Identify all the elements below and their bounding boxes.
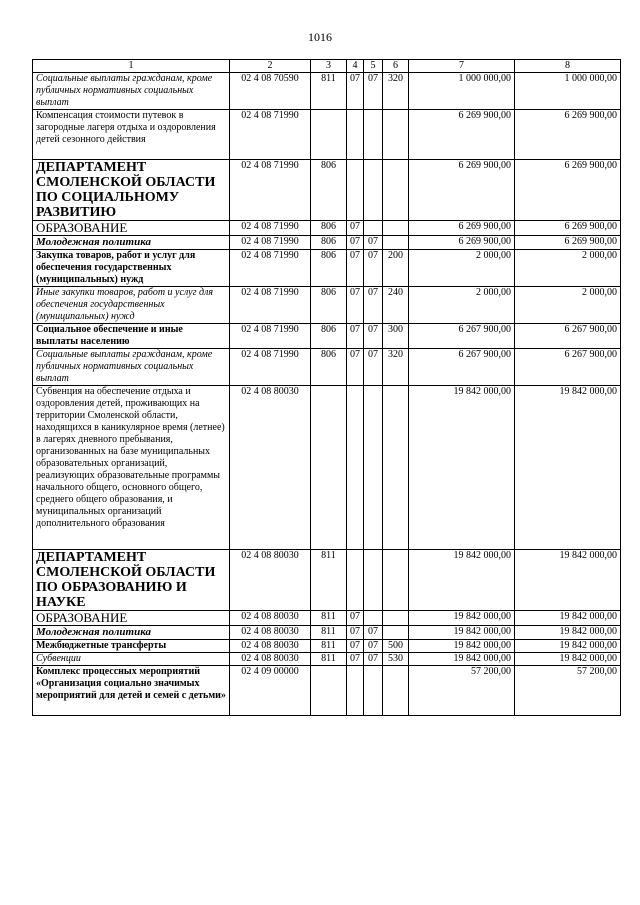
row-podrazdel: 07 — [364, 287, 383, 324]
row-name: Закупка товаров, работ и услуг для обеспечения государственных (муниципальных) нужд — [33, 250, 230, 287]
row-sum1: 6 267 900,00 — [409, 349, 515, 386]
row-sum1: 6 269 900,00 — [409, 221, 515, 236]
row-podrazdel — [364, 110, 383, 160]
row-vid — [383, 550, 409, 611]
row-vid — [383, 221, 409, 236]
column-header: 2 — [230, 60, 311, 73]
row-razdel: 07 — [347, 236, 364, 250]
row-razdel — [347, 550, 364, 611]
row-vid — [383, 626, 409, 640]
row-vid — [383, 611, 409, 626]
row-sum1: 19 842 000,00 — [409, 626, 515, 640]
row-name: Молодежная политика — [33, 626, 230, 640]
row-podrazdel: 07 — [364, 640, 383, 653]
row-code: 02 4 08 80030 — [230, 386, 311, 550]
row-podrazdel: 07 — [364, 236, 383, 250]
row-podrazdel: 07 — [364, 653, 383, 666]
row-name: Социальные выплаты гражданам, кроме публичных нормативных социальных выплат — [33, 349, 230, 386]
row-name: Социальное обеспечение и иные выплаты населению — [33, 324, 230, 349]
row-razdel: 07 — [347, 324, 364, 349]
row-vedom: 811 — [311, 626, 347, 640]
page-number: 1016 — [308, 30, 332, 44]
row-sum2: 19 842 000,00 — [515, 653, 621, 666]
row-name: Комплекс процессных мероприятий «Организация социально значимых мероприятий для детей и семей с детьми» — [33, 666, 230, 716]
column-header: 6 — [383, 60, 409, 73]
row-name: Компенсация стоимости путевок в загородные лагеря отдыха и оздоровления детей сезонного действия — [33, 110, 230, 160]
row-podrazdel — [364, 550, 383, 611]
row-sum2: 6 269 900,00 — [515, 160, 621, 221]
row-sum2: 19 842 000,00 — [515, 611, 621, 626]
row-name: Иные закупки товаров, работ и услуг для обеспечения государственных (муниципальных) нужд — [33, 287, 230, 324]
table-row — [33, 666, 621, 716]
row-vid — [383, 160, 409, 221]
table-row — [33, 611, 621, 626]
row-vedom: 806 — [311, 324, 347, 349]
row-name: Молодежная политика — [33, 236, 230, 250]
row-sum1: 1 000 000,00 — [409, 73, 515, 110]
row-vedom — [311, 666, 347, 716]
row-name: Субвенции — [33, 653, 230, 666]
table-row — [33, 349, 621, 386]
row-vid: 320 — [383, 73, 409, 110]
row-vedom: 811 — [311, 640, 347, 653]
row-razdel — [347, 110, 364, 160]
row-vedom: 806 — [311, 287, 347, 324]
row-razdel: 07 — [347, 626, 364, 640]
row-vid — [383, 236, 409, 250]
row-sum1: 19 842 000,00 — [409, 386, 515, 550]
row-code: 02 4 08 80030 — [230, 550, 311, 611]
table-row — [33, 324, 621, 349]
column-header: 7 — [409, 60, 515, 73]
row-code: 02 4 08 71990 — [230, 221, 311, 236]
row-razdel: 07 — [347, 640, 364, 653]
row-sum1: 6 269 900,00 — [409, 160, 515, 221]
row-sum1: 19 842 000,00 — [409, 640, 515, 653]
row-code: 02 4 08 80030 — [230, 626, 311, 640]
row-sum2: 19 842 000,00 — [515, 640, 621, 653]
row-podrazdel — [364, 386, 383, 550]
table-row — [33, 160, 621, 221]
table-row — [33, 73, 621, 110]
row-vid: 200 — [383, 250, 409, 287]
column-header: 1 — [33, 60, 230, 73]
row-name: Социальные выплаты гражданам, кроме публичных нормативных социальных выплат — [33, 73, 230, 110]
column-header: 4 — [347, 60, 364, 73]
row-code: 02 4 08 71990 — [230, 110, 311, 160]
row-sum2: 19 842 000,00 — [515, 550, 621, 611]
table-row — [33, 626, 621, 640]
row-name: ОБРАЗОВАНИЕ — [33, 611, 230, 626]
table-row — [33, 653, 621, 666]
row-sum2: 6 267 900,00 — [515, 324, 621, 349]
row-sum2: 1 000 000,00 — [515, 73, 621, 110]
row-razdel: 07 — [347, 73, 364, 110]
table-row — [33, 110, 621, 160]
table-row — [33, 250, 621, 287]
row-sum2: 19 842 000,00 — [515, 386, 621, 550]
row-vedom: 806 — [311, 349, 347, 386]
row-razdel: 07 — [347, 250, 364, 287]
row-razdel: 07 — [347, 221, 364, 236]
row-sum2: 19 842 000,00 — [515, 626, 621, 640]
row-sum2: 6 269 900,00 — [515, 236, 621, 250]
table-row — [33, 287, 621, 324]
row-vedom — [311, 386, 347, 550]
row-sum1: 19 842 000,00 — [409, 611, 515, 626]
row-code: 02 4 08 71990 — [230, 349, 311, 386]
row-razdel: 07 — [347, 287, 364, 324]
row-sum1: 19 842 000,00 — [409, 653, 515, 666]
row-sum1: 19 842 000,00 — [409, 550, 515, 611]
row-vedom: 811 — [311, 73, 347, 110]
row-podrazdel — [364, 221, 383, 236]
row-name: Межбюджетные трансферты — [33, 640, 230, 653]
row-vedom: 811 — [311, 611, 347, 626]
row-sum1: 6 267 900,00 — [409, 324, 515, 349]
row-razdel: 07 — [347, 349, 364, 386]
row-sum1: 2 000,00 — [409, 250, 515, 287]
row-sum2: 2 000,00 — [515, 250, 621, 287]
row-code: 02 4 08 80030 — [230, 653, 311, 666]
row-vid — [383, 666, 409, 716]
row-code: 02 4 08 71990 — [230, 250, 311, 287]
row-vid: 320 — [383, 349, 409, 386]
row-podrazdel: 07 — [364, 349, 383, 386]
row-name: ДЕПАРТАМЕНТ СМОЛЕНСКОЙ ОБЛАСТИ ПО ОБРАЗОВАНИЮ И НАУКЕ — [33, 550, 230, 611]
row-sum2: 2 000,00 — [515, 287, 621, 324]
row-sum1: 57 200,00 — [409, 666, 515, 716]
row-podrazdel: 07 — [364, 626, 383, 640]
row-vid — [383, 386, 409, 550]
row-sum2: 6 269 900,00 — [515, 221, 621, 236]
row-name: ОБРАЗОВАНИЕ — [33, 221, 230, 236]
row-code: 02 4 08 71990 — [230, 236, 311, 250]
row-vid: 500 — [383, 640, 409, 653]
row-sum1: 6 269 900,00 — [409, 236, 515, 250]
row-sum2: 6 269 900,00 — [515, 110, 621, 160]
column-header: 3 — [311, 60, 347, 73]
row-razdel: 07 — [347, 611, 364, 626]
budget-table — [32, 59, 621, 716]
row-code: 02 4 08 71990 — [230, 287, 311, 324]
row-razdel — [347, 666, 364, 716]
table-header-row — [33, 60, 621, 73]
row-code: 02 4 08 80030 — [230, 640, 311, 653]
row-podrazdel: 07 — [364, 73, 383, 110]
row-podrazdel: 07 — [364, 324, 383, 349]
row-code: 02 4 08 71990 — [230, 160, 311, 221]
row-vid: 300 — [383, 324, 409, 349]
row-name: Субвенция на обеспечение отдыха и оздоровления детей, проживающих на территории Смоленской области, находящихся в каникулярное время (летнее) в лагерях дневного пребывания, организованных на базе муниципальных образовательных организаций, реализующих образовательные программы начального общего, основного общего, среднего общего образования, и муниципальных организаций дополнительного образования — [33, 386, 230, 550]
table-row — [33, 386, 621, 550]
column-header: 8 — [515, 60, 621, 73]
table-row — [33, 640, 621, 653]
row-podrazdel — [364, 611, 383, 626]
row-sum1: 2 000,00 — [409, 287, 515, 324]
table-row — [33, 221, 621, 236]
row-razdel — [347, 386, 364, 550]
row-sum2: 6 267 900,00 — [515, 349, 621, 386]
row-razdel: 07 — [347, 653, 364, 666]
table-row — [33, 550, 621, 611]
column-header: 5 — [364, 60, 383, 73]
row-vid: 530 — [383, 653, 409, 666]
row-razdel — [347, 160, 364, 221]
row-vid — [383, 110, 409, 160]
row-vedom: 806 — [311, 160, 347, 221]
row-vedom: 806 — [311, 221, 347, 236]
row-podrazdel: 07 — [364, 250, 383, 287]
row-code: 02 4 09 00000 — [230, 666, 311, 716]
row-podrazdel — [364, 160, 383, 221]
row-code: 02 4 08 71990 — [230, 324, 311, 349]
row-sum1: 6 269 900,00 — [409, 110, 515, 160]
row-vedom — [311, 110, 347, 160]
row-vedom: 811 — [311, 653, 347, 666]
row-code: 02 4 08 80030 — [230, 611, 311, 626]
row-vid: 240 — [383, 287, 409, 324]
row-name: ДЕПАРТАМЕНТ СМОЛЕНСКОЙ ОБЛАСТИ ПО СОЦИАЛЬНОМУ РАЗВИТИЮ — [33, 160, 230, 221]
row-code: 02 4 08 70590 — [230, 73, 311, 110]
row-vedom: 811 — [311, 550, 347, 611]
row-vedom: 806 — [311, 236, 347, 250]
table-row — [33, 236, 621, 250]
row-podrazdel — [364, 666, 383, 716]
row-sum2: 57 200,00 — [515, 666, 621, 716]
row-vedom: 806 — [311, 250, 347, 287]
